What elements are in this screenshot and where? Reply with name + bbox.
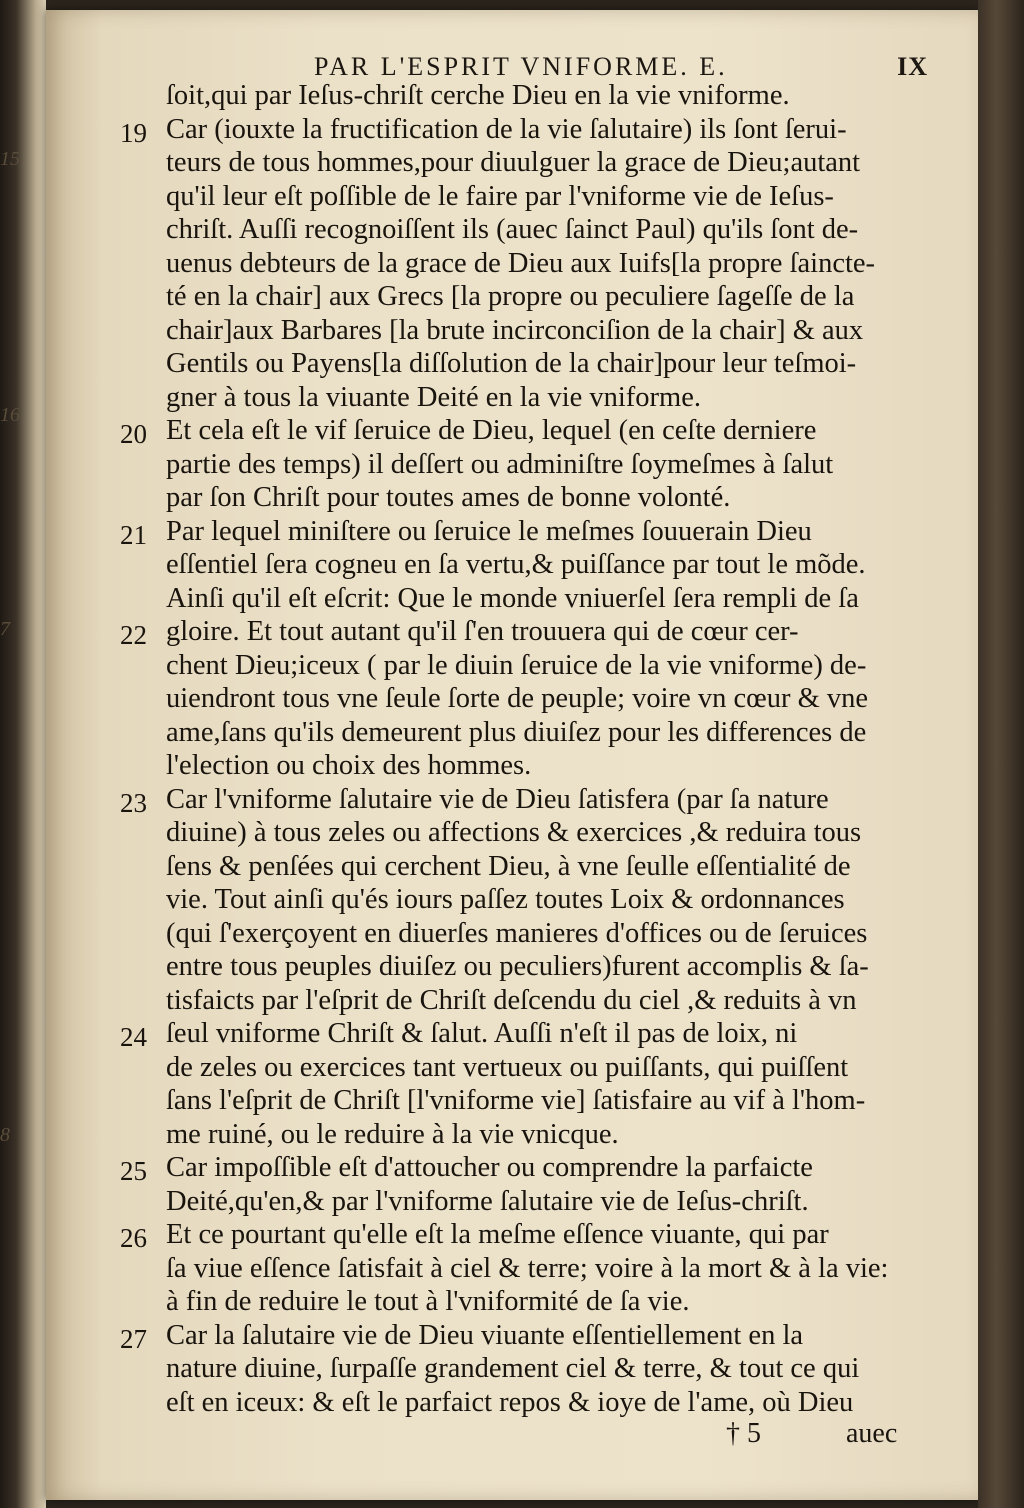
text-line: entre tous peuples diuiſez ou peculiers)furent accomplis & ſa- <box>166 951 869 982</box>
verse-number: 23 <box>120 787 147 818</box>
text-line: eſt en iceux: & eſt le parfaict repos & ioye de l'ame, où Dieu <box>166 1386 854 1418</box>
catchword: auec <box>846 1418 898 1449</box>
text-line: Car l'vniforme ſalutaire vie de Dieu ſatisfera (par ſa nature <box>166 783 829 815</box>
text-line: ſens & penſées qui cerchent Dieu, à vne ſeulle eſſentialité de <box>166 850 851 882</box>
running-title: PAR L'ESPRIT VNIFORME. E. <box>314 52 728 81</box>
text-line: uenus debteurs de la grace de Dieu aux Iuifs[la propre ſaincte- <box>166 247 876 279</box>
text-line: qu'il leur eſt poſſible de le faire par l'vniforme vie de Ieſus- <box>166 180 834 212</box>
text-line: Par lequel miniſtere ou ſeruice le meſmes ſouuerain Dieu <box>166 515 812 547</box>
text-line: chair]aux Barbares [la brute incirconciſion de la chair] & aux <box>166 314 864 346</box>
book-gutter <box>0 0 46 1508</box>
text-line: chent Dieu;iceux ( par le diuin ſeruice de la vie vniforme) de- <box>166 649 867 681</box>
text-line: ame,ſans qu'ils demeurent plus diuiſez pour les differences de <box>166 716 867 748</box>
text-line: Et cela eſt le vif ſeruice de Dieu, lequel (en ceſte derniere <box>166 415 817 446</box>
facing-page-margin-number: 16 <box>0 404 20 426</box>
text-line: Gentils ou Payens[la diſſolution de la chair]pour leur teſmoi- <box>166 348 857 379</box>
folio-number: IX <box>897 52 928 81</box>
text-line: ſeul vniforme Chriſt & ſalut. Auſſi n'eſt il pas de loix, ni <box>166 1018 798 1049</box>
text-line: gner à tous la viuante Deité en la vie vniforme. <box>166 381 701 413</box>
text-line: par ſon Chriſt pour toutes ames de bonne volonté. <box>166 482 731 513</box>
verse-number: 24 <box>120 1022 147 1052</box>
text-line: eſſentiel ſera cogneu en ſa vertu,& puiſſance par tout le mõde. <box>166 549 866 580</box>
text-line: tisfaicts par l'eſprit de Chriſt deſcendu du ciel ,& reduits à vn <box>166 984 857 1016</box>
signature-mark: † 5 <box>726 1418 761 1449</box>
text-line: (qui ſ'exerçoyent en diuerſes manieres d'offices ou de ſeruices <box>166 917 868 949</box>
verse-number: 20 <box>120 419 147 449</box>
text-line: uiendront tous vne ſeule ſorte de peuple; voire vn cœur & vne <box>166 683 869 714</box>
facing-page-margin-number: 15 <box>0 148 20 170</box>
text-line: Deité,qu'en,& par l'vniforme ſalutaire vie de Ieſus-chriſt. <box>166 1185 809 1217</box>
text-line: chriſt. Auſſi recognoiſſent ils (auec ſainct Paul) qu'ils ſont de- <box>166 214 859 245</box>
text-line: Et ce pourtant qu'elle eſt la meſme eſſence viuante, qui par <box>166 1219 829 1250</box>
facing-page-margin-number: 7 <box>0 618 10 640</box>
text-line: ſoit,qui par Ieſus-chriſt cerche Dieu en la vie vniforme. <box>166 80 790 111</box>
text-line: l'election ou choix des hommes. <box>166 750 532 781</box>
verse-number: 27 <box>120 1323 147 1354</box>
text-line: à fin de reduire le tout à l'vniformité de ſa vie. <box>166 1286 690 1317</box>
text-line: Ainſi qu'il eſt eſcrit: Que le monde vniuerſel ſera rempli de ſa <box>166 582 859 614</box>
verse-number: 25 <box>120 1156 147 1186</box>
facing-page-margin-number: 8 <box>0 1124 10 1146</box>
text-line: diuine) à tous zeles ou affections & exercices ,& reduira tous <box>166 817 862 848</box>
text-line: me ruiné, ou le reduire à la vie vnicque. <box>166 1118 619 1150</box>
text-line: gloire. Et tout autant qu'il ſ'en trouuera qui de cœur cer- <box>166 616 799 647</box>
page-edge-shadow <box>978 0 1024 1508</box>
text-line: nature diuine, ſurpaſſe grandement ciel & terre, & tout ce qui <box>166 1353 860 1384</box>
text-line: vie. Tout ainſi qu'és iours paſſez toutes Loix & ordonnances <box>166 884 845 915</box>
text-line: Car (iouxte la fructification de la vie ſalutaire) ils ſont ſerui- <box>166 113 847 145</box>
text-line: de zeles ou exercices tant vertueux ou puiſſants, qui puiſſent <box>166 1051 849 1083</box>
book-page <box>46 10 978 1500</box>
text-line: Car impoſſible eſt d'attoucher ou comprendre la parfaicte <box>166 1152 813 1183</box>
verse-number: 26 <box>120 1223 147 1253</box>
verse-number: 21 <box>120 519 147 550</box>
text-line: ſa viue eſſence ſatisfait à ciel & terre; voire à la mort & à la vie: <box>166 1252 889 1284</box>
text-line: ſans l'eſprit de Chriſt [l'vniforme vie] ſatisfaire au vif à l'hom- <box>166 1085 866 1116</box>
running-head <box>314 52 928 82</box>
verse-number: 22 <box>120 620 147 650</box>
text-line: Car la ſalutaire vie de Dieu viuante eſſentiellement en la <box>166 1319 804 1351</box>
text-line: teurs de tous hommes,pour diuulguer la grace de Dieu;autant <box>166 147 861 178</box>
verse-number: 19 <box>120 117 147 148</box>
text-line: té en la chair] aux Grecs [la propre ou peculiere ſageſſe de la <box>166 281 855 312</box>
text-line: partie des temps) il deſſert ou adminiſtre ſoymeſmes à ſalut <box>166 448 834 480</box>
